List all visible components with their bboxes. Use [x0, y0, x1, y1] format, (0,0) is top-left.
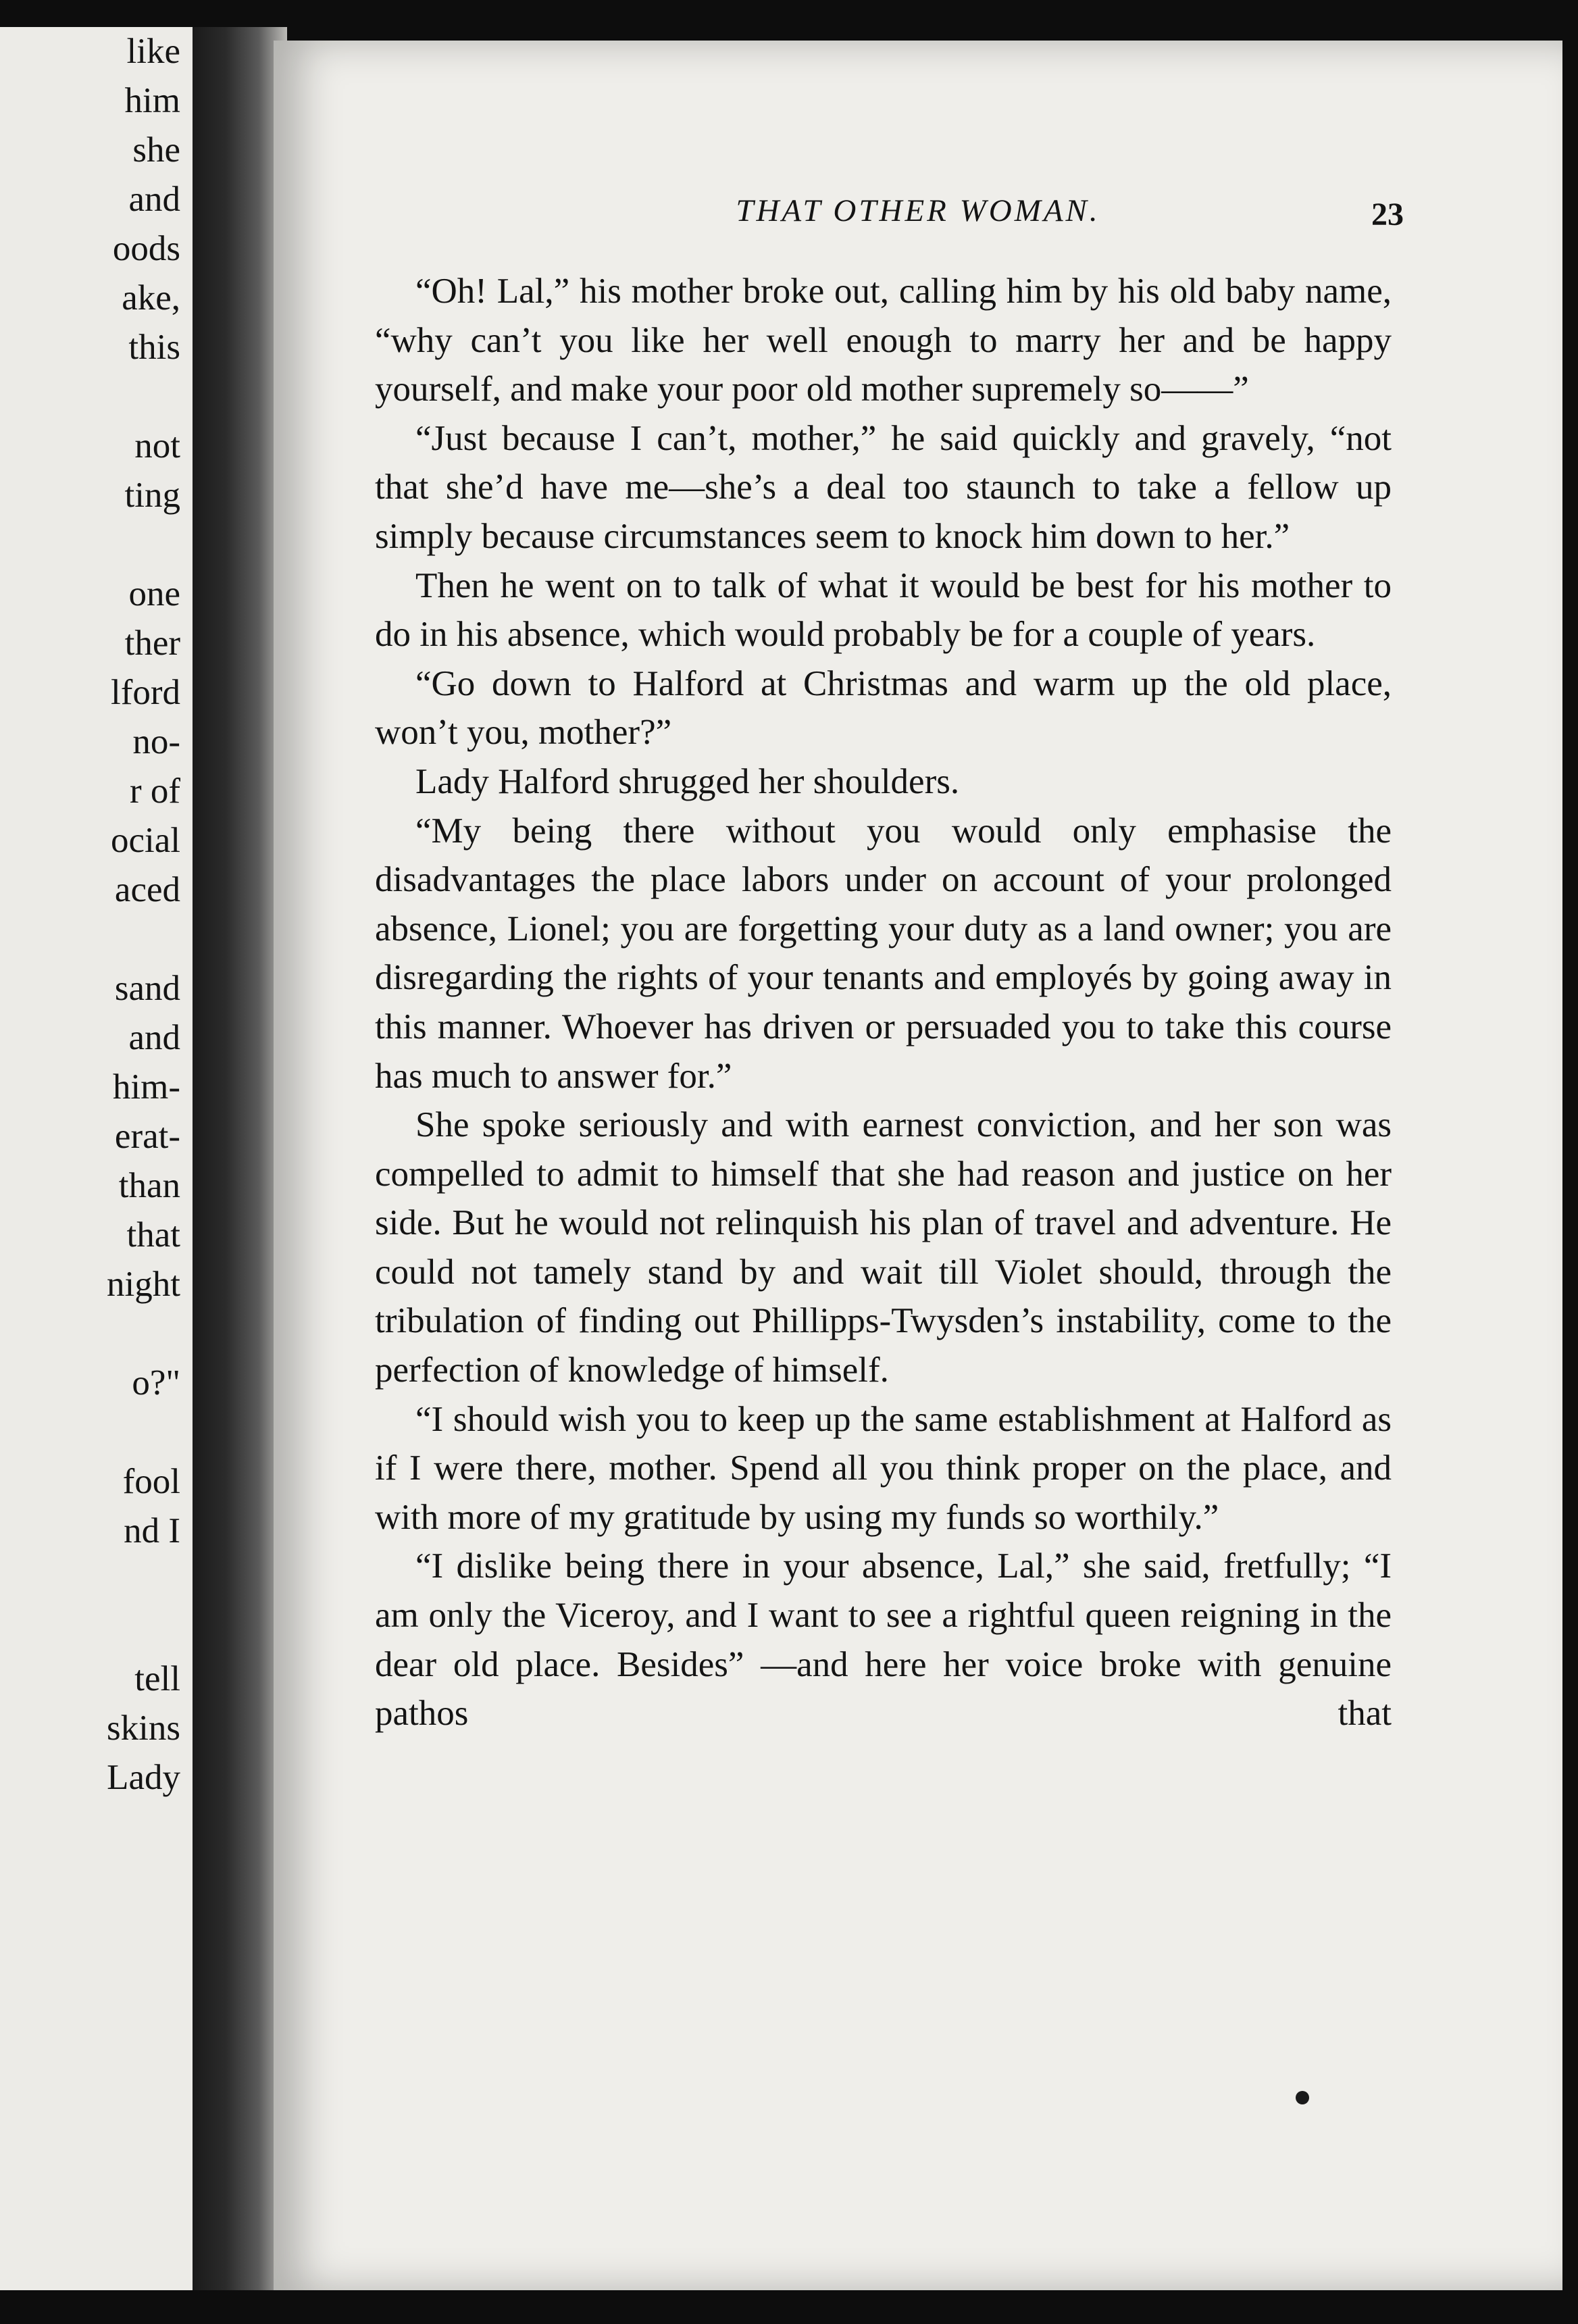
- left-line: him: [124, 81, 180, 120]
- left-line: [5, 1605, 180, 1654]
- scan-border: [0, 2290, 1578, 2324]
- left-line: night: [107, 1265, 180, 1304]
- left-line: she: [132, 130, 180, 170]
- left-line: him-: [112, 1067, 180, 1107]
- left-line: ting: [124, 476, 180, 515]
- book-page: [274, 41, 1562, 2290]
- left-line: not: [134, 426, 180, 465]
- left-page-text-fragments: [5, 27, 180, 1802]
- book-gutter-shadow: [193, 27, 287, 2290]
- left-line: and: [128, 1018, 180, 1057]
- left-line: erat-: [114, 1117, 180, 1156]
- left-line: [5, 520, 180, 570]
- left-line: nd I: [124, 1511, 180, 1550]
- left-line: ocial: [111, 821, 180, 860]
- left-line: sand: [114, 969, 180, 1008]
- left-line: that: [126, 1215, 180, 1255]
- left-line: no-: [132, 722, 180, 761]
- left-line: ake,: [122, 278, 180, 318]
- paragraph: “Oh! Lal,” his mother broke out, calling him by his old baby name, “why can’t you like her well enough to marry her and be happy yourself, and make your poor old mother supremely so——”: [375, 272, 1392, 409]
- paragraph: She spoke seriously and with earnest conviction, and her son was compelled to admit to himself that she had reason and justice on her side. But he would not relinquish his plan of travel and adventure. He could not tamely stand by and wait till Violet should, through the tribulation of finding out Phillipps-Twysden’s instability, come to the perfection of knowledge of himself.: [375, 1105, 1392, 1390]
- left-facing-page: [0, 27, 193, 2290]
- left-line: o?": [132, 1363, 180, 1403]
- paragraph: “I dislike being there in your absence, Lal,” she said, fretfully; “I am only the Viceroy, and I want to see a rightful queen reigning in the dear old place. Besides” —and here her voice broke with genuine pathos that: [375, 1546, 1392, 1734]
- left-line: and: [128, 180, 180, 219]
- paragraph: “My being there without you would only emphasise the disadvantages the place labors under on account of your prolonged absence, Lionel; you are forgetting your duty as a land owner; you are disregarding the rights of your tenants and employés by going away in this manner. Whoever has driven or persuaded you to take this course has much to answer for.”: [375, 811, 1392, 1096]
- left-line: one: [128, 574, 180, 613]
- paragraph: “I should wish you to keep up the same establishment at Halford as if I were there, mother. Spend all you think proper on the place, and with more of my gratitude by using my funds so worthily.”: [375, 1399, 1392, 1537]
- left-line: Lady: [107, 1758, 180, 1797]
- paragraph: Then he went on to talk of what it would be best for his mother to do in his absence, which would probably be for a couple of years.: [375, 565, 1392, 655]
- left-line: lford: [110, 673, 180, 712]
- body-text: [375, 267, 1392, 1738]
- paragraph: Lady Halford shrugged her shoulders.: [415, 761, 960, 801]
- left-line: tell: [134, 1659, 180, 1698]
- ink-speck: [1296, 2091, 1309, 2104]
- left-line: [5, 1408, 180, 1457]
- left-line: this: [128, 328, 180, 367]
- paragraph: “Just because I can’t, mother,” he said quickly and gravely, “not that she’d have me—she’s a deal too staunch to take a fellow up simply because circumstances seem to knock him down to her.”: [375, 418, 1392, 556]
- left-line: ther: [124, 624, 180, 663]
- left-line: like: [126, 32, 180, 71]
- page-number: 23: [1371, 197, 1404, 232]
- paragraph: “Go down to Halford at Christmas and warm up the old place, won’t you, mother?”: [375, 663, 1392, 753]
- left-line: [5, 915, 180, 964]
- left-line: [5, 372, 180, 422]
- running-title: THAT OTHER WOMAN.: [736, 193, 1100, 228]
- left-line: [5, 1309, 180, 1359]
- left-line: than: [118, 1166, 180, 1205]
- left-line: fool: [122, 1462, 180, 1501]
- left-line: skins: [107, 1709, 180, 1748]
- left-line: oods: [112, 229, 180, 268]
- left-line: [5, 1556, 180, 1605]
- left-line: aced: [114, 870, 180, 909]
- left-line: r of: [129, 772, 180, 811]
